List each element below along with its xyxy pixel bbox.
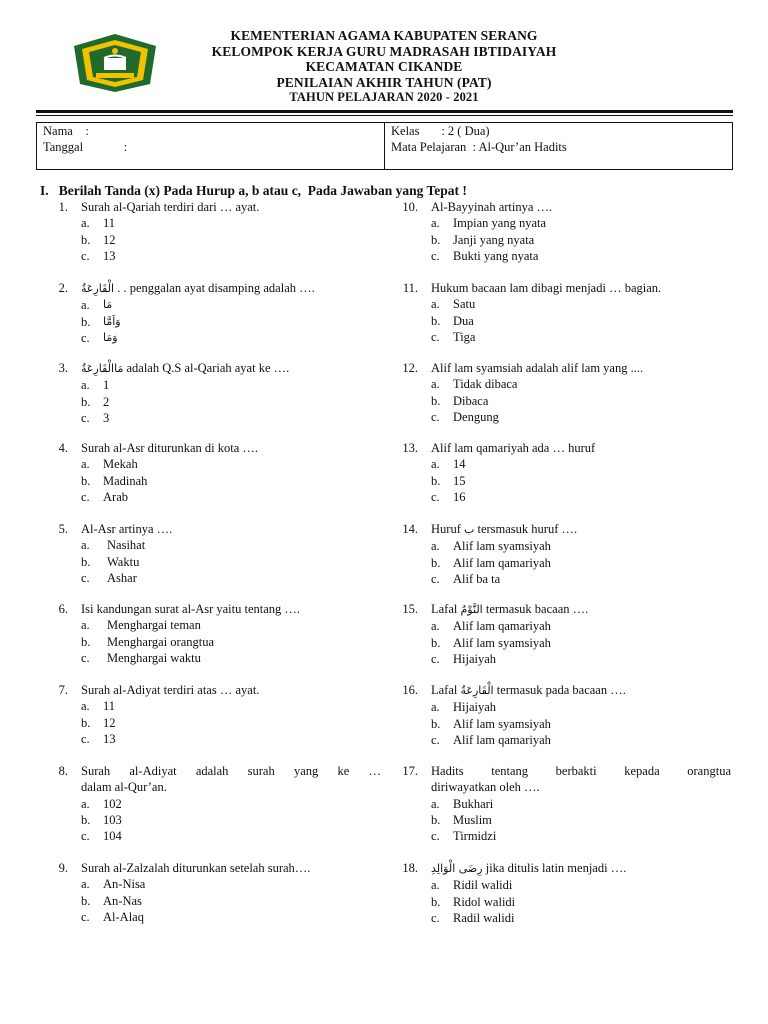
option-text: 102 — [103, 796, 122, 811]
option-text: 103 — [103, 812, 122, 827]
name-field[interactable]: Nama : — [43, 124, 89, 138]
answer-option-c[interactable] — [398, 248, 734, 264]
question-prefix: Huruf — [431, 522, 464, 536]
date-field[interactable]: Tanggal : — [43, 140, 128, 154]
question-prefix: Lafal — [431, 683, 461, 697]
question-number: 6. — [58, 602, 68, 616]
answer-option-c[interactable] — [48, 731, 384, 747]
question-text — [81, 763, 381, 796]
option-letter: a. — [81, 877, 90, 892]
question-3 — [48, 360, 384, 426]
answer-option-b[interactable] — [48, 715, 384, 731]
option-letter: b. — [431, 894, 441, 909]
option-letter: b. — [81, 812, 91, 827]
answer-option-c[interactable] — [398, 329, 734, 345]
option-text: Nasihat — [107, 538, 146, 553]
question-stem: Alif lam qamariyah ada … huruf — [431, 441, 596, 455]
answer-option-a[interactable] — [48, 215, 384, 231]
option-text: Ashar — [107, 570, 137, 585]
arabic-text: رِضَى الْوَالِدِ — [431, 862, 483, 875]
subject-field: Mata Pelajaran : Al-Qur’an Hadits — [391, 140, 567, 154]
section-instruction: I. Berilah Tanda (x) Pada Hurup a, b atau c, Pada Jawaban yang Tepat ! — [40, 183, 467, 198]
answer-option-a[interactable] — [398, 215, 734, 231]
answer-option-a[interactable] — [398, 618, 734, 634]
answer-option-a[interactable] — [48, 537, 384, 553]
answer-option-b[interactable] — [48, 473, 384, 489]
option-text: Alif lam qamariyah — [453, 619, 551, 634]
option-letter: a. — [81, 298, 90, 313]
option-text: Menghargai teman — [107, 618, 201, 633]
option-letter: a. — [81, 378, 90, 393]
option-text: Alif lam qamariyah — [453, 732, 551, 747]
question-stem-continued: diriwayatkan oleh …. — [431, 780, 540, 795]
question-text — [81, 360, 381, 377]
option-text: Radil walidi — [453, 910, 515, 925]
header-line-year: TAHUN PELAJARAN 2020 - 2021 — [289, 90, 479, 104]
option-letter: a. — [431, 700, 440, 715]
answer-option-a[interactable] — [398, 296, 734, 312]
question-stem: tersmasuk huruf …. — [474, 522, 578, 536]
option-text: An-Nas — [103, 893, 142, 908]
question-number: 4. — [58, 441, 68, 455]
option-letter: a. — [431, 539, 440, 554]
question-stem: Al-Bayyinah artinya …. — [431, 200, 553, 214]
option-text: Dengung — [453, 409, 499, 424]
option-letter: b. — [81, 473, 91, 488]
arabic-text: النَّوْمُ — [460, 603, 483, 616]
answer-option-a[interactable] — [48, 796, 384, 812]
option-letter: a. — [431, 297, 440, 312]
question-stem: jika ditulis latin menjadi …. — [482, 861, 627, 875]
option-letter: b. — [431, 313, 441, 328]
option-text: 12 — [103, 715, 116, 730]
answer-option-b[interactable] — [398, 555, 734, 571]
option-letter: b. — [81, 715, 91, 730]
option-letter: c. — [81, 909, 90, 924]
header-divider-thin — [36, 115, 733, 116]
header-divider-thick — [36, 110, 733, 113]
question-text — [431, 682, 731, 699]
question-text — [431, 763, 731, 796]
question-number: 3. — [58, 361, 68, 375]
answer-option-a[interactable] — [48, 456, 384, 472]
question-stem: Hadits tentang berbakti kepada orangtua — [431, 764, 731, 778]
option-text: Hijaiyah — [453, 651, 497, 666]
question-stem: termasuk pada bacaan …. — [493, 683, 626, 697]
question-stem: Surah al-Adiyat adalah surah yang ke … — [81, 764, 381, 778]
answer-option-c[interactable] — [48, 410, 384, 426]
option-letter: a. — [81, 699, 90, 714]
question-7 — [48, 682, 384, 747]
answer-option-b[interactable] — [48, 634, 384, 650]
arabic-text: الْقَارِعَةُ — [460, 684, 494, 697]
question-1 — [48, 199, 384, 264]
answer-option-c[interactable] — [398, 910, 734, 926]
option-text: 11 — [103, 216, 116, 231]
option-text: 12 — [103, 232, 116, 247]
option-text: Satu — [453, 297, 476, 312]
answer-option-b[interactable] — [398, 894, 734, 910]
header-line-exam: PENILAIAN AKHIR TAHUN (PAT) — [276, 74, 492, 90]
option-text: 1 — [103, 378, 110, 393]
option-text: Menghargai orangtua — [107, 634, 215, 649]
answer-option-c[interactable] — [398, 828, 734, 844]
question-stem: Surah al-Asr diturunkan di kota …. — [81, 441, 259, 455]
option-letter: c. — [81, 829, 90, 844]
question-14 — [398, 521, 734, 587]
option-letter: a. — [431, 796, 440, 811]
question-text — [81, 280, 381, 297]
answer-option-b[interactable] — [48, 554, 384, 570]
answer-option-b[interactable] — [398, 716, 734, 732]
option-letter: c. — [431, 329, 440, 344]
option-text: 13 — [103, 731, 116, 746]
answer-option-a[interactable] — [48, 617, 384, 633]
option-text: Ridol walidi — [453, 894, 516, 909]
option-letter: a. — [81, 538, 90, 553]
option-text: Alif lam syamsiyah — [453, 716, 551, 731]
header-line-ministry: KEMENTERIAN AGAMA KABUPATEN SERANG — [230, 28, 538, 43]
option-letter: c. — [431, 489, 440, 504]
option-letter: b. — [431, 812, 441, 827]
answer-option-c[interactable] — [398, 651, 734, 667]
option-text: 15 — [453, 473, 466, 488]
question-number: 17. — [402, 764, 418, 778]
option-text: Alif lam syamsiyah — [453, 539, 551, 554]
question-number: 18. — [402, 861, 418, 875]
question-stem: Surah al-Qariah terdiri dari … ayat. — [81, 200, 260, 214]
option-letter: a. — [81, 618, 90, 633]
option-letter: c. — [431, 732, 440, 747]
option-letter: b. — [81, 893, 91, 908]
option-letter: a. — [81, 796, 90, 811]
class-field: Kelas : 2 ( Dua) — [391, 124, 490, 138]
question-17 — [398, 763, 734, 844]
option-letter: b. — [431, 473, 441, 488]
question-number: 12. — [402, 361, 418, 375]
question-11 — [398, 280, 734, 345]
option-letter: a. — [81, 216, 90, 231]
question-stem: adalah Q.S al-Qariah ayat ke …. — [123, 361, 290, 375]
question-stem: Surah al-Adiyat terdiri atas … ayat. — [81, 683, 260, 697]
answer-option-c[interactable] — [48, 489, 384, 505]
option-text: وَمَا — [103, 330, 118, 344]
question-number: 2. — [58, 281, 68, 295]
option-text: 2 — [103, 394, 110, 409]
question-8 — [48, 763, 384, 844]
option-letter: b. — [431, 716, 441, 731]
arabic-text: ب — [463, 523, 475, 536]
question-number: 10. — [402, 200, 418, 214]
question-16 — [398, 682, 734, 748]
option-letter: a. — [81, 457, 90, 472]
option-letter: a. — [431, 457, 440, 472]
info-left-column — [37, 123, 385, 169]
option-letter: b. — [81, 634, 91, 649]
option-text: 104 — [103, 829, 122, 844]
option-letter: a. — [431, 216, 440, 231]
option-letter: b. — [431, 555, 441, 570]
option-text: Dua — [453, 313, 474, 328]
option-text: Janji yang nyata — [453, 232, 535, 247]
option-letter: a. — [431, 619, 440, 634]
answer-option-c[interactable] — [48, 650, 384, 666]
option-letter: b. — [81, 554, 91, 569]
option-text: Tidak dibaca — [453, 377, 518, 392]
option-letter: b. — [431, 635, 441, 650]
answer-option-b[interactable] — [398, 473, 734, 489]
header-line-kkg: KELOMPOK KERJA GURU MADRASAH IBTIDAIYAH — [211, 43, 557, 59]
option-text: Bukhari — [453, 796, 494, 811]
question-stem: Isi kandungan surat al-Asr yaitu tentang …. — [81, 602, 301, 616]
option-letter: c. — [431, 910, 440, 925]
question-15 — [398, 601, 734, 667]
question-number: 15. — [402, 602, 418, 616]
question-text — [81, 682, 381, 698]
arabic-text: الْقَارِعَةُ — [81, 282, 115, 295]
question-number: 8. — [58, 764, 68, 778]
question-prefix: Lafal — [431, 602, 461, 616]
question-text — [431, 860, 731, 877]
answer-option-c[interactable] — [398, 732, 734, 748]
option-letter: c. — [81, 731, 90, 746]
answer-option-b[interactable] — [48, 394, 384, 410]
question-stem: Surah al-Zalzalah diturunkan setelah surah…. — [81, 861, 311, 875]
answer-option-c[interactable] — [398, 489, 734, 505]
option-text: Alif lam qamariyah — [453, 555, 551, 570]
option-text: Tirmidzi — [453, 829, 497, 844]
answer-option-b[interactable] — [48, 812, 384, 828]
answer-option-a[interactable] — [48, 297, 384, 313]
option-letter: b. — [81, 232, 91, 247]
question-text — [81, 440, 381, 456]
option-text: Bukti yang nyata — [453, 248, 539, 263]
question-number: 11. — [402, 281, 418, 295]
question-text — [81, 199, 381, 215]
question-stem: Alif lam syamsiah adalah alif lam yang .... — [431, 361, 644, 375]
answer-option-a[interactable] — [48, 377, 384, 393]
answer-option-a[interactable] — [398, 456, 734, 472]
answer-option-b[interactable] — [398, 313, 734, 329]
option-letter: c. — [431, 248, 440, 263]
option-letter: c. — [81, 248, 90, 263]
answer-option-b[interactable] — [48, 314, 384, 330]
question-number: 1. — [58, 200, 68, 214]
question-number: 14. — [402, 522, 418, 536]
question-text — [81, 601, 381, 617]
question-stem: Al-Asr artinya …. — [81, 522, 173, 536]
option-letter: b. — [431, 393, 441, 408]
arabic-text: مَاالْقَارِعَةُ — [81, 362, 124, 375]
option-text: وَاَمَّا — [103, 314, 121, 328]
option-letter: a. — [431, 878, 440, 893]
option-text: Alif lam syamsiyah — [453, 635, 551, 650]
question-stem: termasuk bacaan …. — [482, 602, 589, 616]
answer-option-c[interactable] — [48, 248, 384, 264]
question-5 — [48, 521, 384, 586]
question-text — [431, 521, 731, 538]
question-4 — [48, 440, 384, 505]
option-letter: c. — [431, 829, 440, 844]
answer-option-c[interactable] — [48, 828, 384, 844]
option-text: 11 — [103, 699, 116, 714]
answer-option-b[interactable] — [48, 232, 384, 248]
option-text: 14 — [453, 457, 466, 472]
option-letter: b. — [81, 394, 91, 409]
answer-option-b[interactable] — [398, 635, 734, 651]
answer-option-a[interactable] — [48, 876, 384, 892]
option-text: Al-Alaq — [103, 909, 144, 924]
option-text: Alif ba ta — [453, 571, 501, 586]
question-stem: . . penggalan ayat disamping adalah …. — [114, 281, 315, 295]
answer-option-c[interactable] — [398, 571, 734, 587]
option-letter: a. — [431, 377, 440, 392]
option-text: مَا — [103, 298, 113, 312]
question-text — [431, 280, 731, 296]
option-letter: c. — [81, 570, 90, 585]
answer-option-a[interactable] — [398, 877, 734, 893]
answer-option-a[interactable] — [48, 698, 384, 714]
option-letter: c. — [81, 410, 90, 425]
question-stem-continued: dalam al-Qur’an. — [81, 780, 167, 795]
question-6 — [48, 601, 384, 666]
question-2 — [48, 280, 384, 346]
letterhead — [0, 28, 768, 106]
answer-option-b[interactable] — [48, 893, 384, 909]
option-text: An-Nisa — [103, 877, 146, 892]
question-12 — [398, 360, 734, 425]
option-letter: c. — [81, 650, 90, 665]
option-letter: b. — [431, 232, 441, 247]
option-text: Tiga — [453, 329, 476, 344]
option-letter: c. — [431, 571, 440, 586]
answer-option-a[interactable] — [398, 699, 734, 715]
option-text: Hijaiyah — [453, 700, 497, 715]
question-18 — [398, 860, 734, 926]
answer-option-c[interactable] — [48, 570, 384, 586]
question-13 — [398, 440, 734, 505]
answer-option-a[interactable] — [398, 376, 734, 392]
question-text — [431, 360, 731, 376]
answer-option-b[interactable] — [398, 812, 734, 828]
question-number: 5. — [58, 522, 68, 536]
question-9 — [48, 860, 384, 925]
question-stem: Hukum bacaan lam dibagi menjadi … bagian. — [431, 281, 662, 295]
question-text — [81, 521, 381, 537]
question-text — [81, 860, 381, 876]
question-10 — [398, 199, 734, 264]
question-text — [431, 440, 731, 456]
info-right-column — [385, 123, 732, 169]
option-letter: c. — [431, 651, 440, 666]
option-text: Ridil walidi — [453, 878, 513, 893]
option-letter: c. — [81, 330, 90, 345]
option-text: Dibaca — [453, 393, 489, 408]
option-text: Impian yang nyata — [453, 216, 547, 231]
option-text: Mekah — [103, 457, 138, 472]
question-text — [431, 199, 731, 215]
option-text: 16 — [453, 489, 466, 504]
option-text: 13 — [103, 248, 116, 263]
question-number: 9. — [58, 861, 68, 875]
question-number: 7. — [58, 683, 68, 697]
student-info-box — [36, 122, 733, 170]
option-text: Waktu — [107, 554, 140, 569]
question-text — [431, 601, 731, 618]
option-letter: b. — [81, 314, 91, 329]
answer-option-a[interactable] — [398, 538, 734, 554]
answer-option-b[interactable] — [398, 393, 734, 409]
header-line-kecamatan: KECAMATAN CIKANDE — [305, 59, 463, 74]
option-text: Madinah — [103, 473, 148, 488]
option-text: Menghargai waktu — [107, 650, 201, 665]
question-number: 13. — [402, 441, 418, 455]
option-text: Muslim — [453, 812, 492, 827]
answer-option-b[interactable] — [398, 232, 734, 248]
option-letter: c. — [81, 489, 90, 504]
answer-option-c[interactable] — [398, 409, 734, 425]
option-text: Arab — [103, 489, 128, 504]
question-number: 16. — [402, 683, 418, 697]
option-text: 3 — [103, 410, 110, 425]
answer-option-c[interactable] — [48, 330, 384, 346]
option-letter: c. — [431, 409, 440, 424]
answer-option-c[interactable] — [48, 909, 384, 925]
answer-option-a[interactable] — [398, 796, 734, 812]
